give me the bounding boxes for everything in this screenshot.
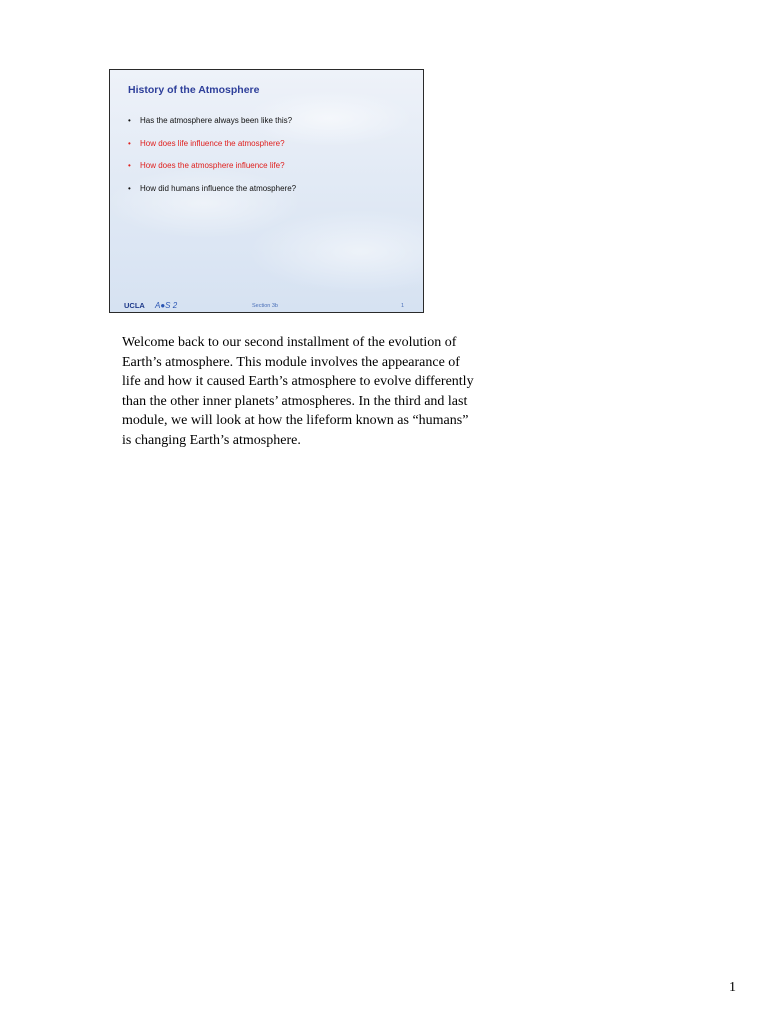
course-logo: A●S 2: [155, 301, 178, 310]
slide-footer: [110, 298, 423, 312]
slide-number: 1: [400, 303, 404, 309]
slide-thumbnail: [109, 69, 424, 313]
bullet-text: How does life influence the atmosphere?: [140, 138, 285, 148]
bullet-text: Has the atmosphere always been like this?: [140, 116, 293, 125]
bullet-item: [128, 184, 296, 207]
speaker-notes: Welcome back to our second installment of the evolution of Earth’s atmosphere. This module involves the appearance of life and how it caused Earth’s atmosphere to evolve differently than the other inner planets’ atmospheres. In the third and last module, we will look at how the lifeform known as “humans” is changing Earth’s atmosphere.: [122, 335, 474, 448]
slide-title: History of the Atmosphere: [128, 84, 260, 96]
bullet-text: How does the atmosphere influence life?: [140, 161, 285, 170]
ucla-logo: UCLA: [124, 301, 145, 310]
bullet-icon: •: [128, 161, 131, 170]
bullet-item: [128, 116, 296, 139]
bullet-item: [128, 161, 296, 184]
page-number: 1: [729, 980, 736, 995]
slide-bullet-list: [128, 116, 296, 206]
bullet-item: [128, 139, 296, 162]
bullet-text: How did humans influence the atmosphere?: [140, 183, 297, 193]
bullet-icon: •: [128, 183, 131, 193]
bullet-icon: •: [128, 116, 131, 125]
section-label: Section 3b: [252, 303, 278, 309]
bullet-icon: •: [128, 138, 131, 148]
